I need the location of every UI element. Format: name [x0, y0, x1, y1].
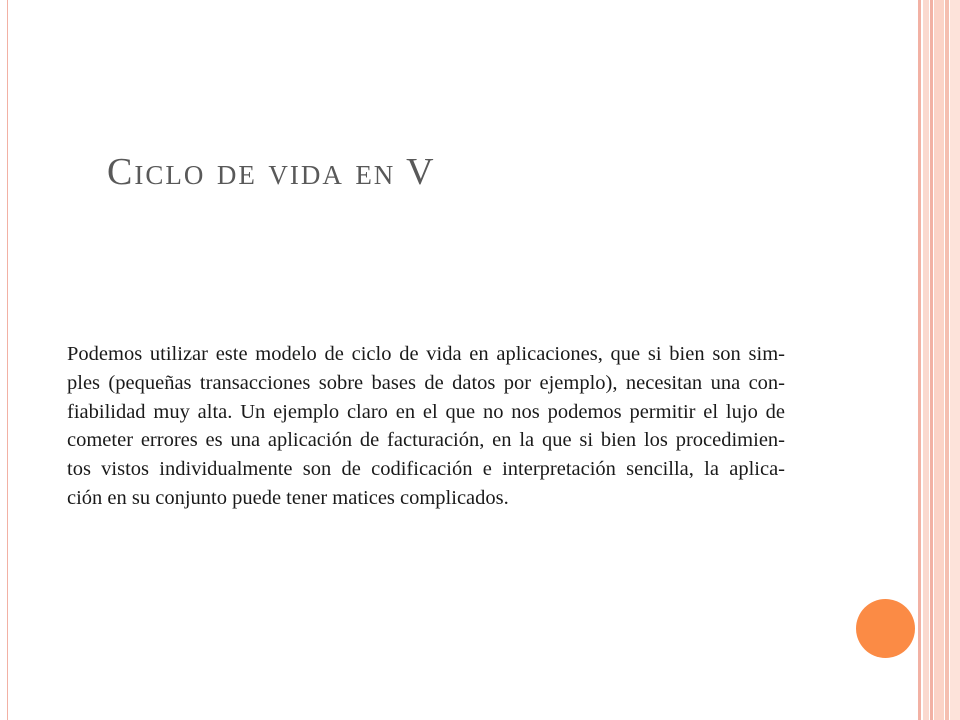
orange-circle-decoration: [856, 599, 915, 658]
body-paragraph: [67, 340, 785, 513]
paragraph-line: tos vistos individualmente son de codificación e interpretación sencilla, la aplica-: [67, 458, 785, 481]
paragraph-line: ples (pequeñas transacciones sobre bases de datos por ejemplo), necesitan una con-: [67, 371, 785, 394]
right-decorative-stripe: [950, 0, 960, 720]
slide-title: Ciclo de vida en V: [107, 151, 436, 193]
paragraph-line: fiabilidad muy alta. Un ejemplo claro en el que no nos podemos permitir el lujo de: [67, 400, 785, 423]
right-decorative-stripe: [918, 0, 921, 720]
right-decorative-stripe: [945, 0, 949, 720]
right-decorative-stripe: [923, 0, 929, 720]
paragraph-line: cometer errores es una aplicación de facturación, en la que si bien los procedimien-: [67, 429, 785, 452]
left-border-line: [7, 0, 8, 720]
right-decorative-stripe: [930, 0, 933, 720]
paragraph-line: Podemos utilizar este modelo de ciclo de vida en aplicaciones, que si bien son sim-: [67, 343, 785, 365]
right-decorative-stripe: [934, 0, 944, 720]
paragraph-line: ción en su conjunto puede tener matices complicados.: [67, 486, 509, 509]
